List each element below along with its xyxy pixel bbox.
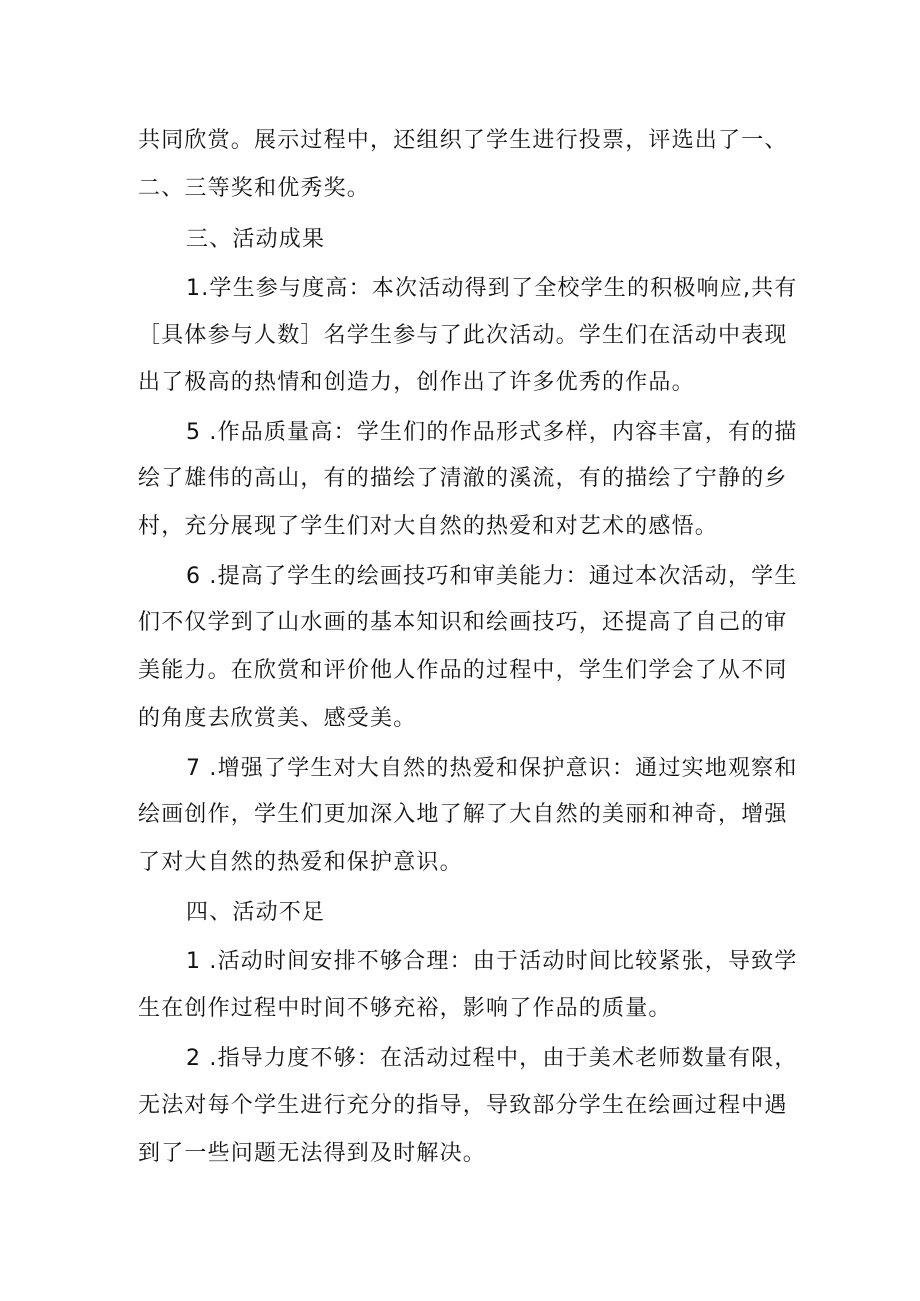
text-line: 共同欣赏。展示过程中，还组织了学生进行投票，评选出了一、 — [138, 128, 788, 153]
text-line: 1 .活动时间安排不够合理：由于活动时间比较紧张，导致学 — [186, 949, 798, 974]
text-line: 绘画创作，学生们更加深入地了解了大自然的美丽和神奇，增强 — [138, 802, 788, 827]
text-line: 的角度去欣赏美、感受美。 — [138, 706, 417, 731]
text-line: 了对大自然的热爱和保护意识。 — [138, 850, 463, 875]
text-line: 美能力。在欣赏和评价他人作品的过程中，学生们学会了从不同 — [138, 658, 788, 683]
section-heading: 四、活动不足 — [186, 900, 326, 925]
text-line: 7 .增强了学生对大自然的热爱和保护意识：通过实地观察和 — [186, 756, 798, 781]
text-line: 2 .指导力度不够：在活动过程中，由于美术老师数量有限， — [186, 1046, 798, 1071]
text-line: 1.学生参与度高：本次活动得到了全校学生的积极响应,共有 — [186, 276, 798, 301]
text-line: ［具体参与人数］名学生参与了此次活动。学生们在活动中表现 — [138, 323, 788, 348]
text-line: 无法对每个学生进行充分的指导，导致部分学生在绘画过程中遇 — [138, 1093, 788, 1118]
text-line: 6 .提高了学生的绘画技巧和审美能力：通过本次活动，学生 — [186, 564, 798, 589]
text-line: 到了一些问题无法得到及时解决。 — [138, 1141, 487, 1166]
text-line: 生在创作过程中时间不够充裕，影响了作品的质量。 — [138, 996, 672, 1021]
text-line: 绘了雄伟的高山，有的描绘了清澈的溪流，有的描绘了宁静的乡 — [138, 466, 788, 491]
text-line: 5 .作品质量高：学生们的作品形式多样，内容丰富，有的描 — [186, 420, 798, 445]
text-line: 出了极高的热情和创造力，创作出了许多优秀的作品。 — [138, 370, 695, 395]
text-line: 们不仅学到了山水画的基本知识和绘画技巧，还提高了自己的审 — [138, 610, 788, 635]
text-line: 二、三等奖和优秀奖。 — [138, 176, 371, 201]
text-line: 村，充分展现了学生们对大自然的热爱和对艺术的感悟。 — [138, 514, 719, 539]
section-heading: 三、活动成果 — [186, 227, 326, 252]
